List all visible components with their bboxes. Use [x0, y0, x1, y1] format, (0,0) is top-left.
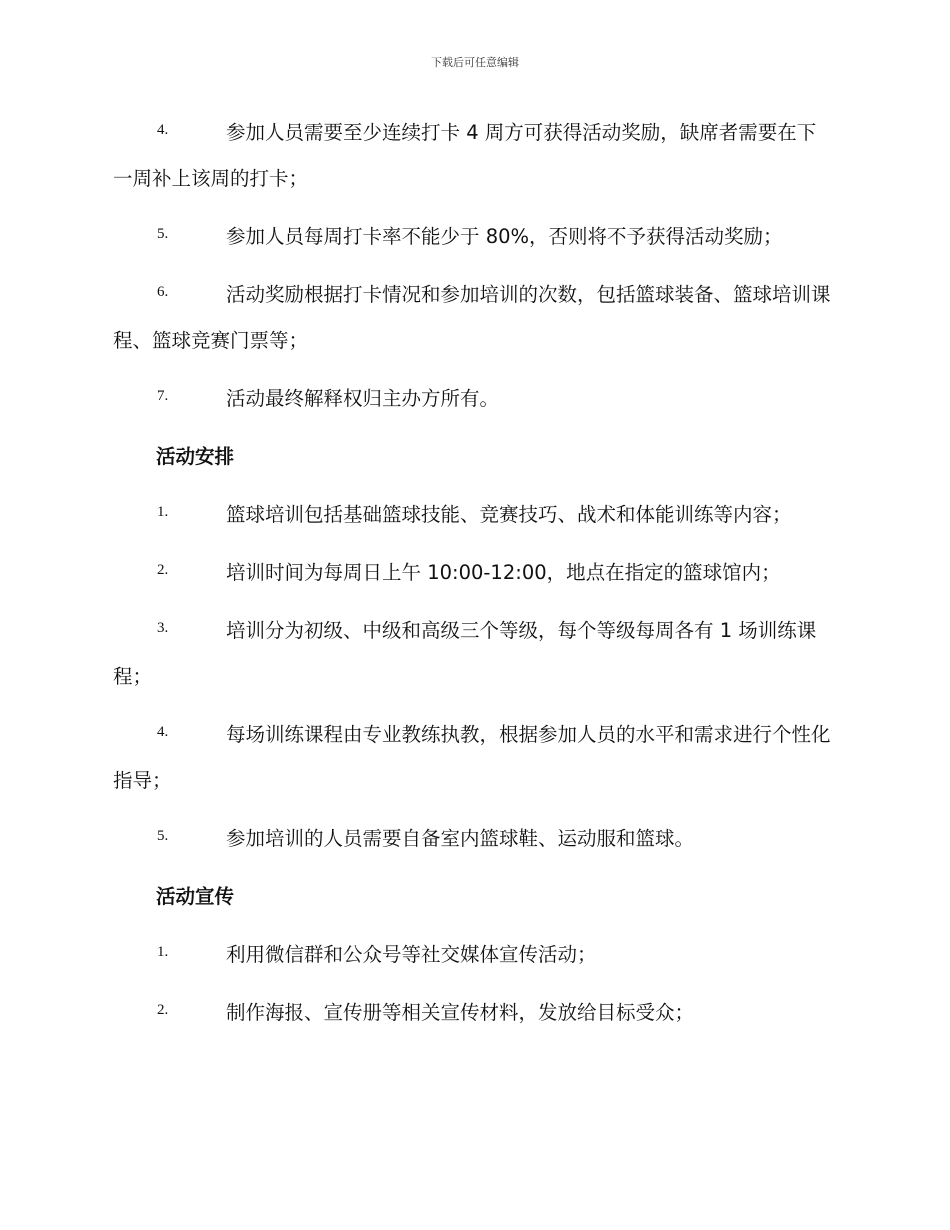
list-item [113, 608, 835, 700]
list-item-number: 2. [157, 1002, 169, 1018]
list-item-text: 参加人员每周打卡率不能少于 80%，否则将不予获得活动奖励； [226, 225, 783, 248]
list-item [113, 712, 835, 804]
list-item [113, 492, 835, 538]
list-item-text: 活动最终解释权归主办方所有。 [226, 387, 500, 410]
document-body [113, 110, 835, 1048]
list-item [113, 110, 835, 202]
list-item-number: 4. [157, 122, 169, 138]
list-item-text: 培训时间为每周日上午 10:00-12:00，地点在指定的篮球馆内； [226, 561, 781, 584]
list-item-text: 活动奖励根据打卡情况和参加培训的次数，包括篮球装备、篮球培训课程、篮球竞赛门票等； [113, 283, 831, 352]
list-item-text: 利用微信群和公众号等社交媒体宣传活动； [226, 943, 597, 966]
list-item [113, 376, 835, 422]
list-item [113, 550, 835, 596]
list-item-number: 3. [157, 620, 169, 636]
list-item [113, 990, 835, 1036]
list-item-number: 4. [157, 724, 169, 740]
list-item-text: 参加培训的人员需要自备室内篮球鞋、运动服和篮球。 [226, 827, 695, 850]
list-item-text: 参加人员需要至少连续打卡 4 周方可获得活动奖励，缺席者需要在下一周补上该周的打卡； [113, 121, 817, 190]
list-item-number: 2. [157, 562, 169, 578]
page-header-note: 下载后可任意编辑 [431, 56, 519, 69]
arrangement-section [113, 434, 835, 862]
promotion-section [113, 874, 835, 1036]
section-heading-promotion: 活动宣传 [156, 885, 235, 908]
list-item-number: 7. [157, 388, 169, 404]
list-item-text: 培训分为初级、中级和高级三个等级，每个等级每周各有 1 场训练课程； [113, 619, 817, 688]
list-item [113, 816, 835, 862]
list-item-number: 1. [157, 944, 169, 960]
list-item-text: 篮球培训包括基础篮球技能、竞赛技巧、战术和体能训练等内容； [226, 503, 792, 526]
list-item-number: 5. [157, 828, 169, 844]
list-item [113, 214, 835, 260]
list-item-number: 6. [157, 284, 169, 300]
list-item [113, 932, 835, 978]
rules-section [113, 110, 835, 422]
list-item [113, 272, 835, 364]
list-item-text: 每场训练课程由专业教练执教，根据参加人员的水平和需求进行个性化指导； [113, 723, 831, 792]
section-heading-arrangement: 活动安排 [156, 445, 235, 468]
list-item-number: 5. [157, 226, 169, 242]
list-item-number: 1. [157, 504, 169, 520]
list-item-text: 制作海报、宣传册等相关宣传材料，发放给目标受众； [226, 1001, 695, 1024]
